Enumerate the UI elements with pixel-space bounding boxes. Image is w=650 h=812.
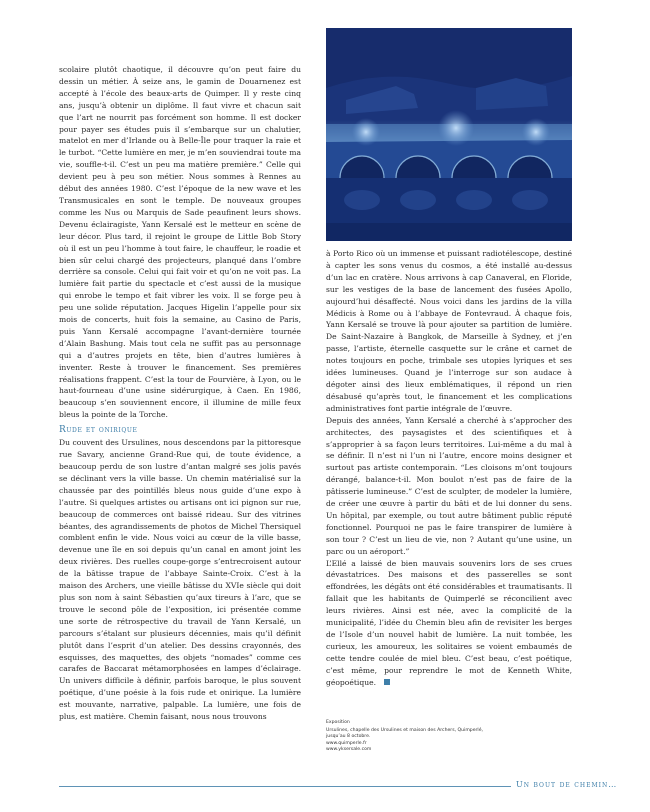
exhibition-caption [326,720,572,754]
article-paragraph: Depuis des années, Yann Kersalé a cherché à s’approcher des architectes, des paysagistes et des scientifiques et à s’approprier à sa façon leurs territoires. Lui-même a du mal à se définir. Il n’est ni l’un ni l’autre, encore moins designer et surtout pas artiste contemporain. “Les cloisons m’ont toujours dérangé, balance-t-il. Mon boulot n’est pas de faire de la pâtisserie lumineuse.” C’est de sculpter, de modeler la lumière, de créer une œuvre à partir du bâti et de lui donner du sens. Un hôpital, par exemple, ou tout autre bâtiment public réputé fonctionnel. Pourquoi ne pas le faire transpirer de lumière à son tour ? C’est un lieu de vie, non ? Autant qu’une usine, un parc ou un aéroport.” [326,415,572,556]
caption-line: Ursulines, chapelle des Ursulines et maison des Archers, Quimperlé, [326,727,483,733]
article-column-right [326,248,572,738]
caption-title: Exposition [326,720,350,725]
article-paragraph [326,558,572,689]
bridge-painting [326,28,572,241]
section-heading: Rude et onirique [59,425,138,436]
article-paragraph: Du couvent des Ursulines, nous descendons par la pittoresque rue Savary, ancienne Grand-Rue qui, de toute évidence, a beaucoup perdu de son lustre d’antan malgré ses jolis pavés se déclinant vers la ville basse. Un chemin matérialisé sur la chaussée par des pointillés bleus nous guide d’une expo à l’autre. Si quelques artistes ou artisans ont ici pignon sur rue, beaucoup de commerces ont baissé rideau. Sur des vitrines béantes, des agrandissements de photos de Michel Thersiquel comblent enfin le vide. Nous voici au cœur de la ville basse, devenue une île en soi depuis qu’un canal en amont joint les deux rivières. Des ruelles coupe-gorge s’entrecroisent autour de la bâtisse trapue de l’abbaye Sainte-Croix. C’est à la maison des Archers, une vieille bâtisse du XVIe siècle qui doit plus son nom à saint Sébastien qu’aux tireurs à l’arc, que se trouve le second pôle de l’exposition, ici présentée comme une sorte de rétrospective du travail de Yann Kersalé, un parcours s’étalant sur plusieurs décennies, mais qu’il définit plutôt dans l’esprit d’un atelier. Des dessins crayonnés, des esquisses, des maquettes, des objets “nomades” comme ces carafes de Baccarat métamorphosées en lampes d’éclairage. Un univers difficile à définir, parfois baroque, le plus souvent poétique, d’une poésie à la fois rude et onirique. La lumière est mouvante, narrative, palpable. La lumière, une fois de plus, est matière. Chemin faisant, nous nous trouvons [59,438,301,722]
end-of-article-marker [384,679,390,685]
running-footer: Un bout de chemin… [516,780,618,789]
article-paragraph: à Porto Rico où un immense et puissant radiotélescope, destiné à capter les sons venus du cosmos, a été installé au-dessus d’un lac en cratère. Nous arrivons à cap Canaveral, en Floride, sur les vestiges de la base de lancement des fusées Apollo, aujourd’hui désaffecté. Nous voici dans les jardins de la villa Médicis à Rome ou à l’abbaye de Fontevraud. À chaque fois, Yann Kersalé se trouve là pour ajouter sa partition de lumière. De Saint-Nazaire à Bangkok, de Marseille à Sydney, et j’en passe, l’artiste, éternelle casquette sur le crâne et carnet de notes toujours en poche, trimbale ses utopies lyriques et ses idées lumineuses. Quand je l’interroge sur son audace à dégoter ainsi des lieux emblématiques, il répond un rien désabusé qu’après tout, le financement et les complications administratives font partie intégrale de l’œuvre. [326,249,572,413]
article-paragraph: scolaire plutôt chaotique, il découvre qu’on peut faire du dessin un métier. À seize ans, le gamin de Douarnenez est accepté à l’école des beaux-arts de Quimper. Il y reste cinq ans, jusqu’à obtenir un diplôme. Il faut vivre et chacun sait que l’art ne nourrit pas forcément son homme. Il est docker pour payer ses études puis il s’embarque sur un chalutier, matelot en mer d’Irlande ou à Belle-Île pour traquer la raie et le turbot. “Cette lumière en mer, je m’en souviendrai toute ma vie, souffle-t-il. C’est un peu ma matière première.” Celle qui devient peu à peu son métier. Nous sommes à Rennes au début des années 1980. C’est l’époque de la new wave et les Transmusicales en sont le temple. De nouveaux groupes comme les Nus ou Marquis de Sade peaufinent leurs shows. Devenu éclairagiste, Yann Kersalé est le metteur en scène de leur décor. Plus tard, il rejoint le groupe de Little Bob Story où il est un peu l’homme à tout faire, le chauffeur, le roadie et bien sûr celui chargé des projecteurs, planqué dans l’ombre derrière sa console. Celui qui fait voir et qu’on ne voit pas. La lumière fait partie du spectacle et c’est aussi de la musique qui enrobe le tempo et fait vibrer les voix. Il se forge peu à peu une solide réputation. Jacques Higelin l’appelle pour six mois de concerts, huit fois la semaine, au Casino de Paris, puis Yann Kersalé accompagne l’avant-dernière tournée d’Alain Bashung. Mais tout cela ne suffit pas au personnage qui a d’autres projets en tête, bien d’autres lumières à inventer. Reste à trouver le financement. Ses premières réalisations frappent. C’est la tour de Fourvière, à Lyon, ou le haut-fourneau d’une usine sidérurgique, à Caen. En 1986, beaucoup s’en souviennent encore, il illumine de mille feux bleus la pointe de la Torche. [59,65,301,420]
caption-link[interactable]: www.quimperle.fr [326,740,367,746]
footer-divider [59,786,511,787]
article-paragraph-text: L’Ellé a laissé de bien mauvais souvenirs lors de ses crues dévastatrices. Des maisons et des passerelles se sont effondrées, les dégâts ont été considérables et traumatisants. Il fallait que les habitants de Quimperlé se réconcilient avec leurs rivières. Ainsi est née, avec la complicité de la municipalité, l’idée du Chemin bleu afin de revisiter les berges de l’Isole d’un nouvel habit de lumière. La nuit tombée, les curieux, les amoureux, les solitaires se voient embaumés de cette tendre coulée de miel bleu. C’est beau, c’est poétique, c’est même, pour reprendre le mot de Kenneth White, géopoétique. [326,558,572,687]
caption-line: jusqu’au 8 octobre. [326,734,371,740]
bridge-painting-art [326,28,572,241]
article-column-left [59,64,301,784]
caption-link[interactable]: www.yksersale.com [326,747,372,753]
